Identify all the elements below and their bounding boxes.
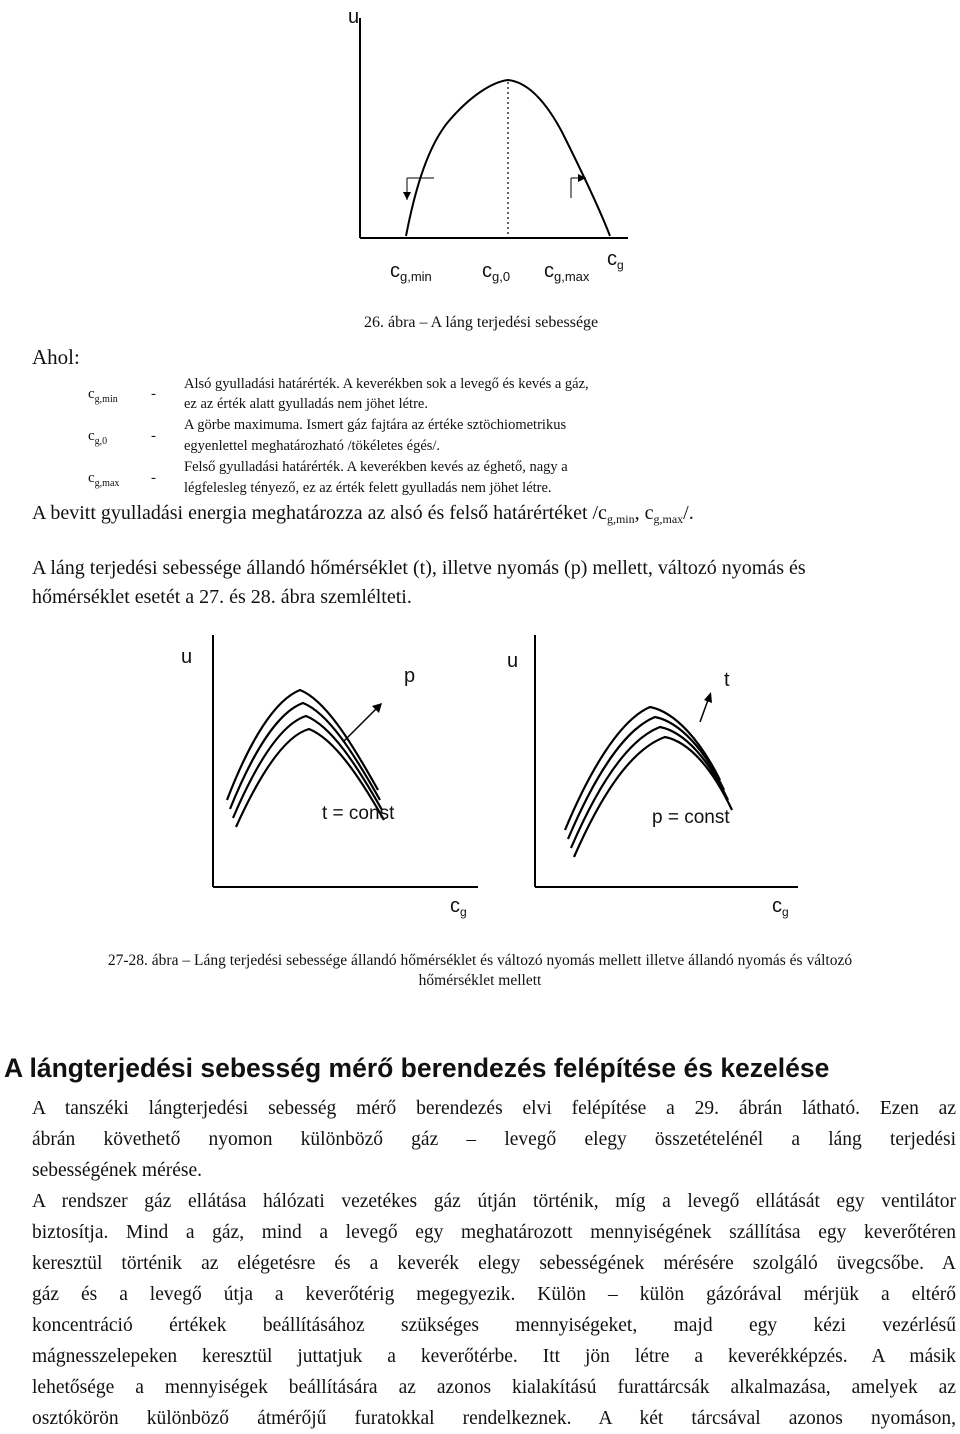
p-arrow	[343, 703, 382, 742]
glossary-text-line: légfelesleg tényező, ez az érték felett gyulladás nem jöhet létre.	[184, 480, 552, 496]
fig27-x-axis-label: $c_g$	[450, 895, 467, 919]
section-line: keresztül történik az elégetésre és a keverék elegy sebességének mérésére szolgáló üvegcsőbe. A	[32, 1253, 956, 1274]
fig28-y-axis-label: u	[507, 650, 519, 672]
fig26-tick-cg0: $c_{g,0}$	[482, 260, 511, 284]
fig26-tick-cgmax: $c_{g,max}$	[544, 260, 590, 284]
glossary-symbol-cgmin: $c_{g,min}$	[88, 386, 118, 405]
section-line: koncentráció értékek beállításához szükséges mennyiségeket, majd egy kézi vezérlésű	[32, 1315, 956, 1336]
fig27-y-axis-label: u	[181, 646, 193, 668]
fig27-28-caption	[0, 951, 960, 991]
section-line: ábrán követhető nyomon különböző gáz – levegő elegy összetételénél a láng terjedési	[32, 1129, 956, 1150]
fig28-const-label: p = const	[652, 807, 730, 828]
section-line: biztosítja. Mind a gáz, mind a levegő egy meghatározott mennyiségének szállítása egy keverőtéren	[32, 1222, 956, 1243]
glossary-dash: -	[151, 428, 156, 444]
glossary-text-line: Alsó gyulladási határérték. A keverékben sok a levegő és kevés a gáz,	[184, 376, 589, 392]
glossary-symbol-cg0: $c_{g,0}$	[88, 428, 108, 447]
section-line: A rendszer gáz ellátása hálózati vezetékes gáz útján történik, míg a levegő ellátását egy ventilátor	[32, 1191, 956, 1212]
glossary-text-line: egyenlettel meghatározható /tökéletes égés/.	[184, 438, 441, 454]
fig27-param-label: p	[404, 665, 416, 687]
section-line: mágnesszelepeken keresztül juttatjuk a keverőtérbe. Itt jön létre a keverékképzés. A másik	[32, 1346, 956, 1367]
curve-family	[565, 707, 732, 857]
paragraph-ignition-energy: A bevitt gyulladási energia meghatározza az alsó és felső határértéket $/c_{g,min}$, $c_{g,max}/$.	[32, 502, 694, 526]
paragraph-line: hőmérséklet esetét a 27. és 28. ábra szemlélteti.	[32, 586, 412, 608]
section-line: A tanszéki lángterjedési sebesség mérő berendezés elvi felépítése a 29. ábrán látható. Ezen az	[32, 1098, 956, 1119]
paragraph-flame-speed	[32, 554, 806, 612]
section-line: gáz és a levegő útja a keverőtérig megegyezik. Külön – külön gázórával mérjük a eltérő	[32, 1284, 956, 1305]
fig26-y-axis-label: u	[348, 6, 360, 28]
section-line: sebességének mérése.	[32, 1160, 203, 1181]
figure-28-plot	[0, 0, 960, 300]
section-line: osztókörön különböző átmérőjű furatokkal rendelkeznek. A két tárcsával azonos nyomáson,	[32, 1408, 956, 1429]
glossary-text-line: ez az érték alatt gyulladás nem jöhet létre.	[184, 396, 428, 412]
caption-line: hőmérséklet mellett	[418, 972, 542, 989]
glossary-text-line: A görbe maximuma. Ismert gáz fajtára az értéke sztöchiometrikus	[184, 417, 567, 433]
fig26-x-axis-label: $c_g$	[607, 248, 624, 272]
paragraph-line: A láng terjedési sebessége állandó hőmérséklet (t), illetve nyomás (p) mellett, változó nyomás és	[32, 557, 806, 579]
curve	[574, 737, 732, 857]
glossary-dash: -	[151, 386, 156, 402]
caption-line: 27-28. ábra – Láng terjedési sebessége állandó hőmérséklet és változó nyomás mellett illetve állandó nyomás és változó	[107, 952, 853, 969]
fig26-tick-cgmin: $c_{g,min}$	[390, 260, 432, 284]
fig28-x-axis-label: $c_g$	[772, 895, 789, 919]
fig28-param-label: t	[724, 669, 730, 691]
t-arrow	[700, 692, 712, 722]
section-line: lehetősége a mennyiségek beállítására az azonos kialakítású furattárcsák alkalmazása, amelyek az	[32, 1377, 956, 1398]
glossary-dash: -	[151, 470, 156, 486]
section-body	[32, 1093, 956, 1434]
glossary-text-line: Felső gyulladási határérték. A keverékben kevés az éghető, nagy a	[184, 459, 568, 475]
section-title: A lángterjedési sebesség mérő berendezés felépítése és kezelése	[4, 1053, 830, 1083]
fig26-caption: 26. ábra – A láng terjedési sebessége	[364, 314, 599, 331]
glossary-symbol-cgmax: $c_{g,max}$	[88, 470, 120, 489]
fig27-const-label: t = const	[322, 803, 395, 824]
glossary-heading: Ahol:	[32, 345, 80, 369]
